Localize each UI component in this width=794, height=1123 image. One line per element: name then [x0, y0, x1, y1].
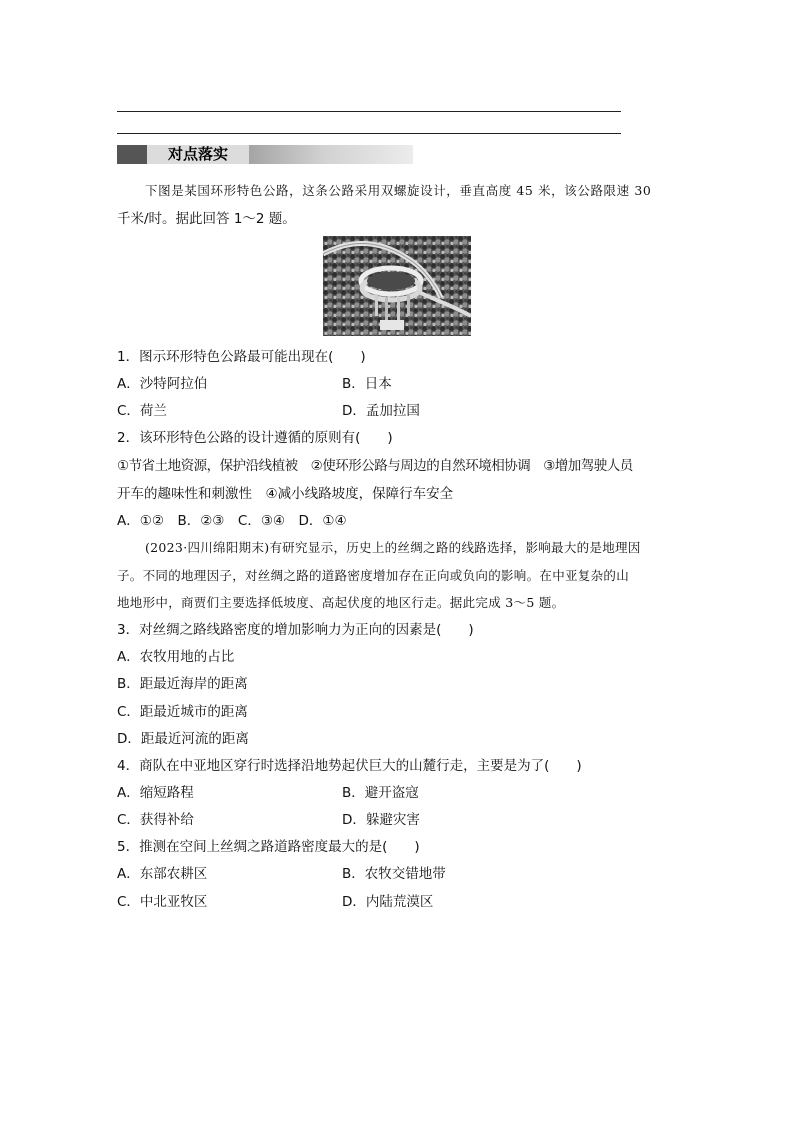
q1-option-a: A．沙特阿拉伯	[117, 376, 208, 392]
q5-stem: 5．推测在空间上丝绸之路道路密度最大的是( )	[117, 839, 420, 855]
q3-option-b: B．距最近海岸的距离	[117, 676, 248, 692]
q3-option-c: C．距最近城市的距离	[117, 704, 248, 720]
q1-stem: 1．图示环形特色公路最可能出现在( )	[117, 349, 366, 365]
q3-stem: 3．对丝绸之路线路密度的增加影响力为正向的因素是( )	[117, 622, 474, 638]
intro1-line2: 千米/时。据此回答 1～2 题。	[117, 211, 296, 227]
q4-option-d: D．躲避灾害	[342, 812, 420, 828]
top-rule-1	[117, 111, 621, 112]
q4-option-c: C．获得补给	[117, 812, 194, 828]
q5-option-b: B．农牧交错地带	[342, 866, 446, 882]
q4-option-a: A．缩短路程	[117, 785, 194, 801]
q4-stem: 4．商队在中亚地区穿行时选择沿地势起伏巨大的山麓行走，主要是为了( )	[117, 758, 582, 774]
q5-option-c: C．中北亚牧区	[117, 894, 208, 910]
q3-option-a: A．农牧用地的占比	[117, 649, 235, 665]
q1-option-c: C．荷兰	[117, 403, 167, 419]
q2-options-line2: 开车的趣味性和刺激性 ④减小线路坡度，保障行车安全	[117, 486, 454, 502]
intro2-line1: (2023·四川绵阳期末)有研究显示，历史上的丝绸之路的线路选择，影响最大的是地理因	[145, 540, 641, 555]
q1-option-d: D．孟加拉国	[342, 403, 420, 419]
spiral-road-photo	[323, 236, 471, 336]
q4-option-b: B．避开盗寇	[342, 785, 419, 801]
q2-options-line1: ①节省土地资源，保护沿线植被 ②使环形公路与周边的自然环境相协调 ③增加驾驶人员	[117, 458, 633, 474]
q2-answer-choices: A．①② B．②③ C．③④ D．①④	[117, 513, 347, 529]
q3-option-d: D．距最近河流的距离	[117, 731, 249, 747]
section-header-bar	[117, 145, 413, 164]
intro2-line2: 子。不同的地理因子，对丝绸之路的道路密度增加存在正向或负向的影响。在中亚复杂的山	[117, 568, 630, 583]
intro2-line3: 地地形中，商贾们主要选择低坡度、高起伏度的地区行走。据此完成 3～5 题。	[117, 595, 565, 610]
intro1-line1: 下图是某国环形特色公路，这条公路采用双螺旋设计，垂直高度 45 米，该公路限速 30	[145, 183, 652, 198]
q1-option-b: B．日本	[342, 376, 392, 392]
q2-stem: 2．该环形特色公路的设计遵循的原则有( )	[117, 430, 393, 446]
q5-option-d: D．内陆荒漠区	[342, 894, 434, 910]
q5-option-a: A．东部农耕区	[117, 866, 208, 882]
section-title: 对点落实	[147, 145, 249, 164]
top-rule-2	[117, 133, 621, 134]
